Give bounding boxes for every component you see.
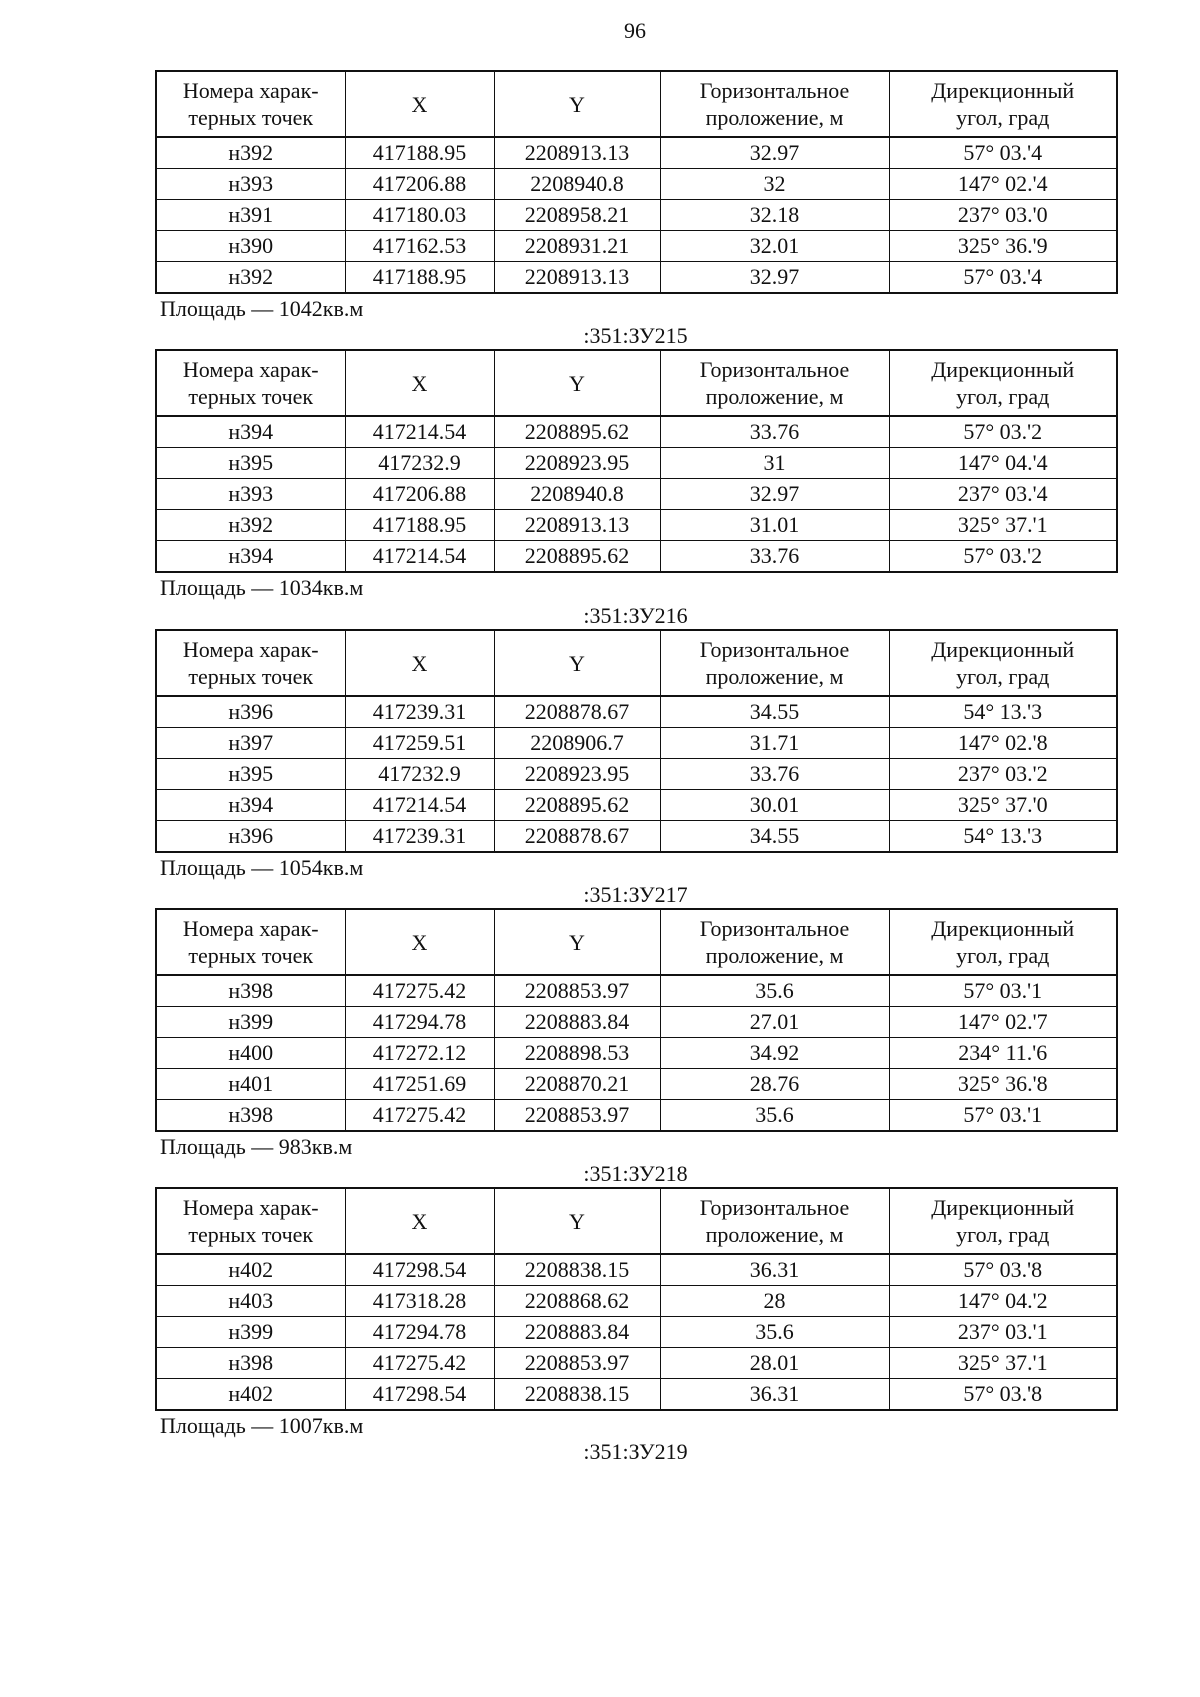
header-y: Y <box>494 350 660 416</box>
distance: 32.18 <box>660 200 889 231</box>
coord-y: 2208940.8 <box>494 169 660 200</box>
table-row <box>156 1348 1117 1379</box>
angle: 57° 03.'8 <box>889 1254 1117 1286</box>
angle: 54° 13.'3 <box>889 821 1117 853</box>
header-x: X <box>345 909 494 975</box>
angle: 147° 02.'4 <box>889 169 1117 200</box>
distance: 31 <box>660 448 889 479</box>
coord-y: 2208931.21 <box>494 231 660 262</box>
header-y: Y <box>494 630 660 696</box>
header-distance: Горизонтальное проложение, м <box>660 1188 889 1254</box>
coord-x: 417162.53 <box>345 231 494 262</box>
distance: 28.76 <box>660 1069 889 1100</box>
angle: 234° 11.'6 <box>889 1038 1117 1069</box>
coord-x: 417214.54 <box>345 541 494 573</box>
angle: 54° 13.'3 <box>889 696 1117 728</box>
point-id: н397 <box>156 728 345 759</box>
angle: 325° 36.'8 <box>889 1069 1117 1100</box>
distance: 28.01 <box>660 1348 889 1379</box>
coord-x: 417318.28 <box>345 1286 494 1317</box>
point-id: н396 <box>156 821 345 853</box>
coord-x: 417188.95 <box>345 137 494 169</box>
distance: 35.6 <box>660 1100 889 1132</box>
table-row <box>156 1100 1117 1132</box>
point-id: н398 <box>156 1348 345 1379</box>
section-title: :351:ЗУ215 <box>583 323 688 348</box>
header-point: Номера харак- терных точек <box>156 350 345 416</box>
coord-x: 417298.54 <box>345 1379 494 1411</box>
coordinates-table <box>155 70 1118 294</box>
coord-x: 417298.54 <box>345 1254 494 1286</box>
area-value: Площадь — 1034кв.м <box>160 575 364 600</box>
coord-y: 2208838.15 <box>494 1254 660 1286</box>
table-row <box>156 975 1117 1007</box>
table-row <box>156 200 1117 231</box>
coord-y: 2208838.15 <box>494 1379 660 1411</box>
coord-y: 2208923.95 <box>494 759 660 790</box>
distance: 31.01 <box>660 510 889 541</box>
coord-y: 2208913.13 <box>494 510 660 541</box>
header-x: X <box>345 630 494 696</box>
distance: 28 <box>660 1286 889 1317</box>
area-value: Площадь — 1042кв.м <box>160 296 364 321</box>
coordinate-block <box>155 70 1116 324</box>
table-row <box>156 759 1117 790</box>
coord-y: 2208958.21 <box>494 200 660 231</box>
coord-x: 417206.88 <box>345 479 494 510</box>
angle: 325° 36.'9 <box>889 231 1117 262</box>
table-row <box>156 1038 1117 1069</box>
header-x: X <box>345 71 494 137</box>
coord-x: 417214.54 <box>345 416 494 448</box>
coord-y: 2208878.67 <box>494 821 660 853</box>
table-row <box>156 510 1117 541</box>
distance: 36.31 <box>660 1254 889 1286</box>
distance: 32.97 <box>660 262 889 294</box>
angle: 325° 37.'1 <box>889 510 1117 541</box>
table-row <box>156 541 1117 573</box>
angle: 57° 03.'4 <box>889 262 1117 294</box>
section-title: :351:ЗУ219 <box>583 1439 688 1464</box>
table-row <box>156 169 1117 200</box>
angle: 57° 03.'8 <box>889 1379 1117 1411</box>
section-title: :351:ЗУ217 <box>583 882 688 907</box>
coord-x: 417232.9 <box>345 759 494 790</box>
coord-x: 417239.31 <box>345 821 494 853</box>
point-id: н394 <box>156 790 345 821</box>
coord-y: 2208898.53 <box>494 1038 660 1069</box>
coord-x: 417206.88 <box>345 169 494 200</box>
page-number: 96 <box>624 18 646 43</box>
distance: 34.55 <box>660 821 889 853</box>
distance: 32.01 <box>660 231 889 262</box>
coord-y: 2208883.84 <box>494 1007 660 1038</box>
point-id: н394 <box>156 541 345 573</box>
angle: 237° 03.'1 <box>889 1317 1117 1348</box>
angle: 147° 02.'8 <box>889 728 1117 759</box>
point-id: н390 <box>156 231 345 262</box>
point-id: н392 <box>156 510 345 541</box>
header-point: Номера харак- терных точек <box>156 1188 345 1254</box>
table-row <box>156 262 1117 294</box>
coord-x: 417275.42 <box>345 975 494 1007</box>
angle: 57° 03.'2 <box>889 416 1117 448</box>
coord-y: 2208913.13 <box>494 137 660 169</box>
table-row <box>156 1286 1117 1317</box>
header-y: Y <box>494 71 660 137</box>
coord-y: 2208878.67 <box>494 696 660 728</box>
header-y: Y <box>494 1188 660 1254</box>
header-distance: Горизонтальное проложение, м <box>660 909 889 975</box>
coord-y: 2208913.13 <box>494 262 660 294</box>
point-id: н399 <box>156 1317 345 1348</box>
point-id: н394 <box>156 416 345 448</box>
angle: 57° 03.'1 <box>889 1100 1117 1132</box>
coordinates-table <box>155 629 1118 853</box>
distance: 33.76 <box>660 759 889 790</box>
area-value: Площадь — 1007кв.м <box>160 1413 364 1438</box>
point-id: н403 <box>156 1286 345 1317</box>
distance: 32.97 <box>660 137 889 169</box>
coord-x: 417294.78 <box>345 1317 494 1348</box>
distance: 33.76 <box>660 541 889 573</box>
coord-y: 2208853.97 <box>494 1348 660 1379</box>
header-distance: Горизонтальное проложение, м <box>660 350 889 416</box>
area-value: Площадь — 983кв.м <box>160 1134 353 1159</box>
table-row <box>156 1379 1117 1411</box>
distance: 35.6 <box>660 975 889 1007</box>
table-row <box>156 479 1117 510</box>
point-id: н398 <box>156 1100 345 1132</box>
point-id: н400 <box>156 1038 345 1069</box>
table-row <box>156 790 1117 821</box>
point-id: н393 <box>156 479 345 510</box>
coordinates-table <box>155 1187 1118 1411</box>
coord-y: 2208895.62 <box>494 541 660 573</box>
distance: 31.71 <box>660 728 889 759</box>
next-section <box>155 1438 1116 1465</box>
header-point: Номера харак- терных точек <box>156 630 345 696</box>
point-id: н392 <box>156 137 345 169</box>
angle: 147° 04.'4 <box>889 448 1117 479</box>
point-id: н402 <box>156 1379 345 1411</box>
coord-x: 417275.42 <box>345 1100 494 1132</box>
header-angle: Дирекционный угол, град <box>889 1188 1117 1254</box>
point-id: н402 <box>156 1254 345 1286</box>
angle: 237° 03.'4 <box>889 479 1117 510</box>
angle: 57° 03.'1 <box>889 975 1117 1007</box>
table-row <box>156 728 1117 759</box>
angle: 147° 02.'7 <box>889 1007 1117 1038</box>
coord-y: 2208940.8 <box>494 479 660 510</box>
angle: 147° 04.'2 <box>889 1286 1117 1317</box>
distance: 30.01 <box>660 790 889 821</box>
coord-y: 2208853.97 <box>494 1100 660 1132</box>
table-row <box>156 696 1117 728</box>
header-distance: Горизонтальное проложение, м <box>660 71 889 137</box>
coord-x: 417294.78 <box>345 1007 494 1038</box>
point-id: н395 <box>156 759 345 790</box>
coord-y: 2208883.84 <box>494 1317 660 1348</box>
header-distance: Горизонтальное проложение, м <box>660 630 889 696</box>
header-angle: Дирекционный угол, град <box>889 909 1117 975</box>
coordinate-block <box>155 881 1116 1162</box>
angle: 325° 37.'0 <box>889 790 1117 821</box>
distance: 32 <box>660 169 889 200</box>
table-row <box>156 1007 1117 1038</box>
coord-y: 2208870.21 <box>494 1069 660 1100</box>
distance: 34.55 <box>660 696 889 728</box>
point-id: н395 <box>156 448 345 479</box>
coordinate-block <box>155 322 1116 603</box>
table-row <box>156 448 1117 479</box>
coord-y: 2208923.95 <box>494 448 660 479</box>
point-id: н393 <box>156 169 345 200</box>
angle: 325° 37.'1 <box>889 1348 1117 1379</box>
table-row <box>156 1254 1117 1286</box>
coordinate-block <box>155 1160 1116 1441</box>
section-title: :351:ЗУ216 <box>583 603 688 628</box>
angle: 237° 03.'0 <box>889 200 1117 231</box>
header-angle: Дирекционный угол, град <box>889 350 1117 416</box>
coord-y: 2208895.62 <box>494 416 660 448</box>
table-row <box>156 1317 1117 1348</box>
table-row <box>156 821 1117 853</box>
coord-x: 417251.69 <box>345 1069 494 1100</box>
angle: 237° 03.'2 <box>889 759 1117 790</box>
point-id: н391 <box>156 200 345 231</box>
distance: 33.76 <box>660 416 889 448</box>
coord-y: 2208906.7 <box>494 728 660 759</box>
point-id: н396 <box>156 696 345 728</box>
coord-x: 417188.95 <box>345 510 494 541</box>
coord-x: 417275.42 <box>345 1348 494 1379</box>
point-id: н398 <box>156 975 345 1007</box>
point-id: н399 <box>156 1007 345 1038</box>
coord-y: 2208853.97 <box>494 975 660 1007</box>
coord-x: 417259.51 <box>345 728 494 759</box>
distance: 34.92 <box>660 1038 889 1069</box>
table-row <box>156 137 1117 169</box>
coord-x: 417239.31 <box>345 696 494 728</box>
coord-y: 2208895.62 <box>494 790 660 821</box>
distance: 35.6 <box>660 1317 889 1348</box>
coordinates-table <box>155 349 1118 573</box>
distance: 32.97 <box>660 479 889 510</box>
coord-x: 417188.95 <box>345 262 494 294</box>
coord-y: 2208868.62 <box>494 1286 660 1317</box>
table-row <box>156 231 1117 262</box>
distance: 27.01 <box>660 1007 889 1038</box>
coord-x: 417214.54 <box>345 790 494 821</box>
header-x: X <box>345 350 494 416</box>
angle: 57° 03.'2 <box>889 541 1117 573</box>
header-angle: Дирекционный угол, град <box>889 630 1117 696</box>
header-x: X <box>345 1188 494 1254</box>
point-id: н401 <box>156 1069 345 1100</box>
distance: 36.31 <box>660 1379 889 1411</box>
header-point: Номера харак- терных точек <box>156 909 345 975</box>
coord-x: 417232.9 <box>345 448 494 479</box>
coordinates-table <box>155 908 1118 1132</box>
section-title: :351:ЗУ218 <box>583 1161 688 1186</box>
coord-x: 417272.12 <box>345 1038 494 1069</box>
header-point: Номера харак- терных точек <box>156 71 345 137</box>
point-id: н392 <box>156 262 345 294</box>
table-row <box>156 1069 1117 1100</box>
table-row <box>156 416 1117 448</box>
header-angle: Дирекционный угол, град <box>889 71 1117 137</box>
angle: 57° 03.'4 <box>889 137 1117 169</box>
area-value: Площадь — 1054кв.м <box>160 855 364 880</box>
header-y: Y <box>494 909 660 975</box>
coord-x: 417180.03 <box>345 200 494 231</box>
coordinate-block <box>155 602 1116 883</box>
